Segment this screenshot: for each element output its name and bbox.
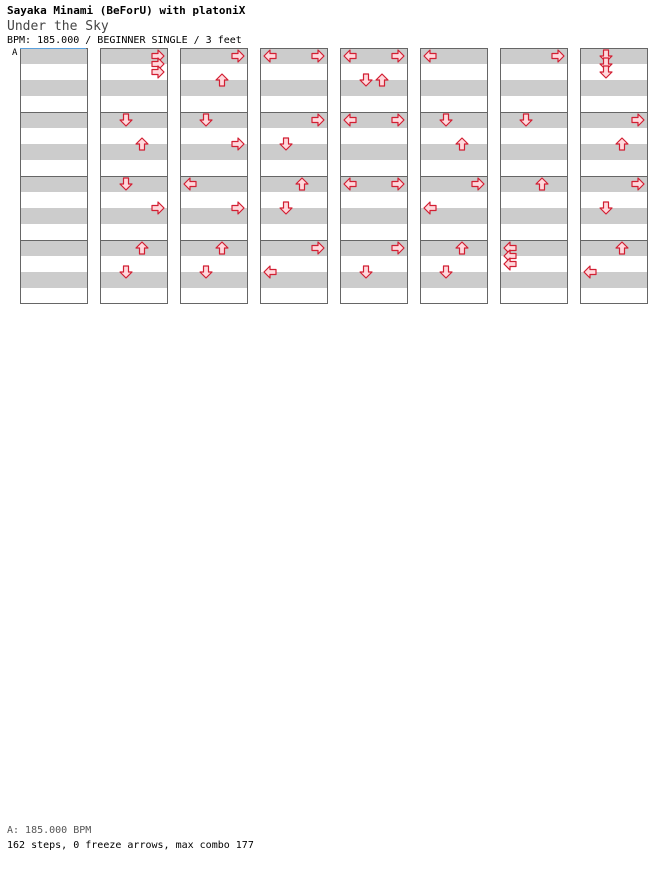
chart-artist-line: Sayaka Minami (BeForU) with platoniX [7, 4, 246, 17]
beat-stripe [260, 176, 328, 192]
beat-stripe [180, 256, 248, 272]
beat-stripe [420, 240, 488, 256]
beat-stripe [20, 96, 88, 112]
beat-stripe [580, 160, 648, 176]
beat-stripe [100, 224, 168, 240]
beat-stripe [580, 128, 648, 144]
bpm-legend: A: 185.000 BPM [7, 825, 92, 836]
beat-stripe [500, 176, 568, 192]
beat-stripe [500, 288, 568, 304]
beat-stripe [100, 288, 168, 304]
beat-stripe [580, 48, 648, 64]
beat-stripe [420, 80, 488, 96]
beat-stripe [340, 208, 408, 224]
beat-stripe [20, 80, 88, 96]
beat-stripe [180, 112, 248, 128]
beat-stripe [20, 144, 88, 160]
beat-stripe [180, 240, 248, 256]
beat-stripe [260, 144, 328, 160]
beat-stripe [20, 64, 88, 80]
beat-stripe [100, 256, 168, 272]
beat-stripe [500, 96, 568, 112]
beat-stripe [260, 208, 328, 224]
chart-column [100, 48, 168, 304]
beat-stripe [340, 80, 408, 96]
beat-stripe [420, 128, 488, 144]
beat-stripe [340, 64, 408, 80]
beat-stripe [420, 272, 488, 288]
beat-stripe [420, 144, 488, 160]
chart-column [340, 48, 408, 304]
beat-stripe [420, 96, 488, 112]
beat-stripe [580, 240, 648, 256]
beat-stripe [580, 80, 648, 96]
beat-stripe [20, 224, 88, 240]
beat-stripe [500, 192, 568, 208]
beat-stripe [20, 256, 88, 272]
chart-info-line: BPM: 185.000 / BEGINNER SINGLE / 3 feet [7, 35, 242, 46]
beat-stripe [500, 144, 568, 160]
beat-stripe [20, 272, 88, 288]
chart-column [180, 48, 248, 304]
beat-stripe [340, 144, 408, 160]
beat-stripe [420, 256, 488, 272]
beat-stripe [180, 288, 248, 304]
beat-stripe [420, 288, 488, 304]
beat-stripe [100, 144, 168, 160]
bpm-marker-line [20, 48, 86, 49]
beat-stripe [100, 96, 168, 112]
beat-stripe [340, 192, 408, 208]
beat-stripe [580, 144, 648, 160]
chart-column [420, 48, 488, 304]
song-title: Under the Sky [7, 19, 109, 34]
beat-stripe [500, 272, 568, 288]
beat-stripe [260, 288, 328, 304]
beat-stripe [580, 96, 648, 112]
beat-stripe [260, 96, 328, 112]
beat-stripe [260, 160, 328, 176]
beat-stripe [580, 224, 648, 240]
beat-stripe [100, 80, 168, 96]
beat-stripe [420, 224, 488, 240]
beat-stripe [260, 128, 328, 144]
beat-stripe [500, 224, 568, 240]
beat-stripe [580, 192, 648, 208]
beat-stripe [260, 224, 328, 240]
step-stats: 162 steps, 0 freeze arrows, max combo 177 [7, 840, 254, 851]
bpm-marker-label: A [12, 48, 18, 58]
beat-stripe [500, 64, 568, 80]
beat-stripe [500, 112, 568, 128]
beat-stripe [500, 128, 568, 144]
beat-stripe [20, 112, 88, 128]
beat-stripe [180, 160, 248, 176]
beat-stripe [580, 288, 648, 304]
beat-stripe [20, 288, 88, 304]
beat-stripe [100, 176, 168, 192]
beat-stripe [340, 288, 408, 304]
beat-stripe [340, 256, 408, 272]
beat-stripe [340, 96, 408, 112]
beat-stripe [340, 128, 408, 144]
beat-stripe [180, 224, 248, 240]
beat-stripe [180, 64, 248, 80]
beat-stripe [100, 240, 168, 256]
beat-stripe [500, 160, 568, 176]
beat-stripe [20, 192, 88, 208]
chart-column [20, 48, 88, 304]
beat-stripe [340, 224, 408, 240]
beat-stripe [20, 160, 88, 176]
beat-stripe [20, 240, 88, 256]
beat-stripe [420, 112, 488, 128]
beat-stripe [340, 160, 408, 176]
beat-stripe [100, 160, 168, 176]
beat-stripe [20, 208, 88, 224]
beat-stripe [180, 80, 248, 96]
beat-stripe [180, 272, 248, 288]
beat-stripe [420, 64, 488, 80]
beat-stripe [580, 208, 648, 224]
beat-stripe [100, 112, 168, 128]
beat-stripe [20, 128, 88, 144]
beat-stripe [100, 272, 168, 288]
beat-stripe [20, 48, 88, 64]
beat-stripe [260, 192, 328, 208]
beat-stripe [500, 208, 568, 224]
beat-stripe [500, 80, 568, 96]
beat-stripe [260, 64, 328, 80]
beat-stripe [340, 272, 408, 288]
beat-stripe [420, 160, 488, 176]
beat-stripe [100, 128, 168, 144]
beat-stripe [580, 64, 648, 80]
beat-stripe [260, 80, 328, 96]
beat-stripe [20, 176, 88, 192]
beat-stripe [180, 96, 248, 112]
